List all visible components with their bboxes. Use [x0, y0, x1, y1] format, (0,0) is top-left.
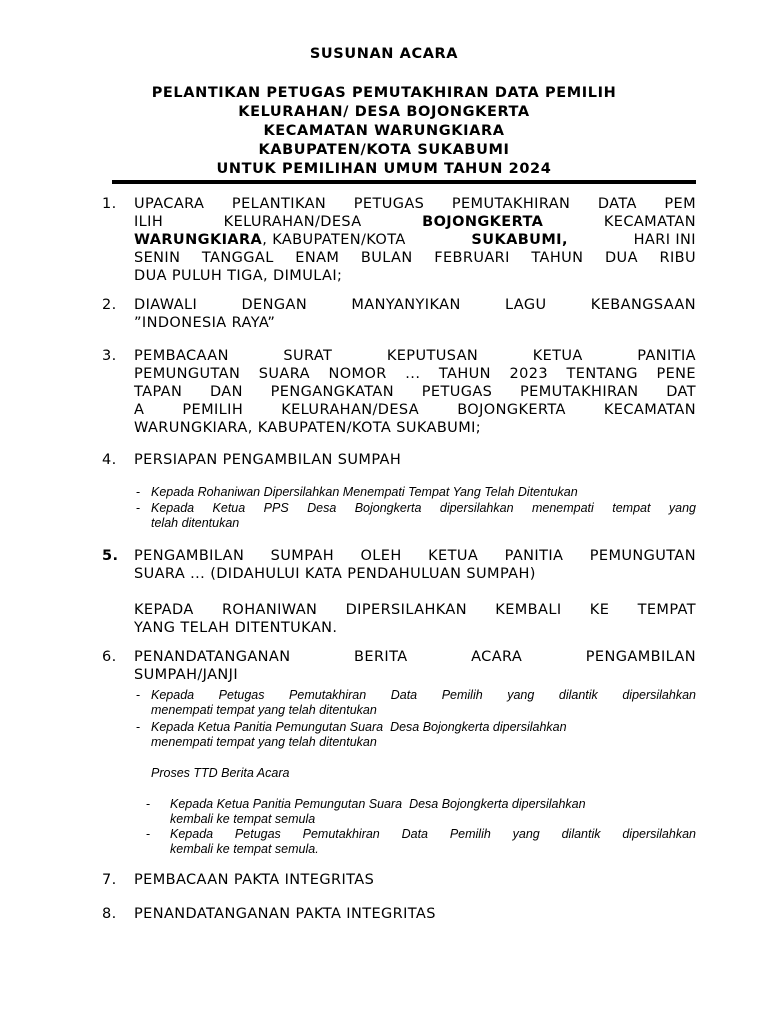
item-text: DUA PULUH TIGA, DIMULAI;: [134, 268, 343, 284]
bullet-dash: -: [146, 827, 151, 841]
item-text: YANG TELAH DITENTUKAN.: [134, 620, 338, 636]
item-text: WARUNGKIARA, KABUPATEN/KOTA SUKABUMI;: [134, 420, 482, 436]
item-text: DIAWALI DENGAN MANYANYIKAN LAGU KEBANGSAAN: [134, 297, 696, 313]
sub-item-row: [151, 720, 696, 735]
item-text: KECAMATAN: [603, 214, 696, 230]
item-text: SUARA ... (DIDAHULUI KATA PENDAHULUAN SUMPAH): [134, 566, 536, 582]
item-text-row: [134, 214, 696, 231]
item-text: SUMPAH/JANJI: [134, 667, 238, 683]
sub-item-text: Kepada Petugas Pemutakhiran Data Pemilih yang dilantik dipersilahkan: [170, 827, 696, 841]
bullet-dash: -: [136, 720, 141, 734]
sub-item-text: Kepada Ketua PPS Desa Bojongkerta dipersilahkan menempati tempat yang: [151, 501, 696, 515]
subtitle-line: KABUPATEN/KOTA SUKABUMI: [258, 142, 510, 158]
item-number: 4.: [102, 452, 117, 468]
sub-item-text: Kepada Rohaniwan Dipersilahkan Menempati Tempat Yang Telah Ditentukan: [151, 485, 578, 499]
sub-item-text: Kepada Petugas Pemutakhiran Data Pemilih yang dilantik dipersilahkan: [151, 688, 696, 702]
item-text: PEMBACAAN SURAT KEPUTUSAN KETUA PANITIA: [134, 348, 696, 364]
item-text-bold: BOJONGKERTA: [422, 214, 544, 230]
sub-item-text: menempati tempat yang telah ditentukan: [151, 703, 377, 717]
item-text: PENGAMBILAN SUMPAH OLEH KETUA PANITIA PEMUNGUTAN: [134, 548, 696, 564]
item-text-row: [134, 232, 696, 249]
header-divider: [112, 180, 696, 184]
sub-item-text: kembali ke tempat semula: [170, 812, 316, 826]
sub-item-text: menempati tempat yang telah ditentukan: [151, 735, 377, 749]
item-number: 3.: [102, 348, 117, 364]
sub-item-text: kembali ke tempat semula.: [170, 842, 319, 856]
item-text: TAPAN DAN PENGANGKATAN PETUGAS PEMUTAKHIRAN DAT: [134, 384, 696, 400]
item-text: PENANDATANGANAN BERITA ACARA PENGAMBILAN: [134, 649, 696, 665]
bullet-dash: -: [136, 485, 141, 499]
item-number: 1.: [102, 196, 117, 212]
item-text: HARI INI: [633, 232, 696, 248]
bullet-dash: -: [136, 501, 141, 515]
item-number: 6.: [102, 649, 117, 665]
item-text: ILIH: [134, 214, 164, 230]
subtitle-line: KECAMATAN WARUNGKIARA: [263, 123, 505, 139]
item-text: A PEMILIH KELURAHAN/DESA BOJONGKERTA KECAMATAN: [134, 402, 696, 418]
item-number: 2.: [102, 297, 117, 313]
item-text: PERSIAPAN PENGAMBILAN SUMPAH: [134, 452, 402, 468]
document-title: SUSUNAN ACARA: [309, 46, 459, 62]
bullet-dash: -: [136, 688, 141, 702]
item-text: PEMBACAAN PAKTA INTEGRITAS: [134, 872, 375, 888]
item-text: KELURAHAN/DESA: [223, 214, 362, 230]
item-text: PEMUNGUTAN SUARA NOMOR ... TAHUN 2023 TENTANG PENE: [134, 366, 696, 382]
sub-item-text: telah ditentukan: [151, 516, 240, 530]
item-text: ”INDONESIA RAYA”: [134, 315, 276, 331]
item-text-bold: WARUNGKIARA: [134, 232, 263, 248]
item-text: SENIN TANGGAL ENAM BULAN FEBRUARI TAHUN DUA RIBU: [134, 250, 696, 266]
subtitle-line: UNTUK PEMILIHAN UMUM TAHUN 2024: [216, 161, 552, 177]
item-text: UPACARA PELANTIKAN PETUGAS PEMUTAKHIRAN DATA PEM: [134, 196, 696, 212]
item-number: 8.: [102, 906, 117, 922]
subtitle-line: KELURAHAN/ DESA BOJONGKERTA: [238, 104, 530, 120]
item-number: 7.: [102, 872, 117, 888]
bullet-dash: -: [146, 797, 151, 811]
item-text: PENANDATANGANAN PAKTA INTEGRITAS: [134, 906, 436, 922]
subtitle-line: PELANTIKAN PETUGAS PEMUTAKHIRAN DATA PEMILIH: [151, 85, 617, 101]
item-text: KEPADA ROHANIWAN DIPERSILAHKAN KEMBALI KE TEMPAT: [134, 602, 696, 618]
item-number: 5.: [102, 548, 119, 564]
process-note: Proses TTD Berita Acara: [151, 766, 290, 780]
sub-item-text: Kepada Ketua Panitia Pemungutan Suara Desa Bojongkerta dipersilahkan: [151, 720, 567, 734]
sub-item-text: Kepada Ketua Panitia Pemungutan Suara Desa Bojongkerta dipersilahkan: [170, 797, 586, 811]
item-text-bold: SUKABUMI,: [471, 232, 568, 248]
item-text: , KABUPATEN/KOTA: [262, 232, 406, 248]
